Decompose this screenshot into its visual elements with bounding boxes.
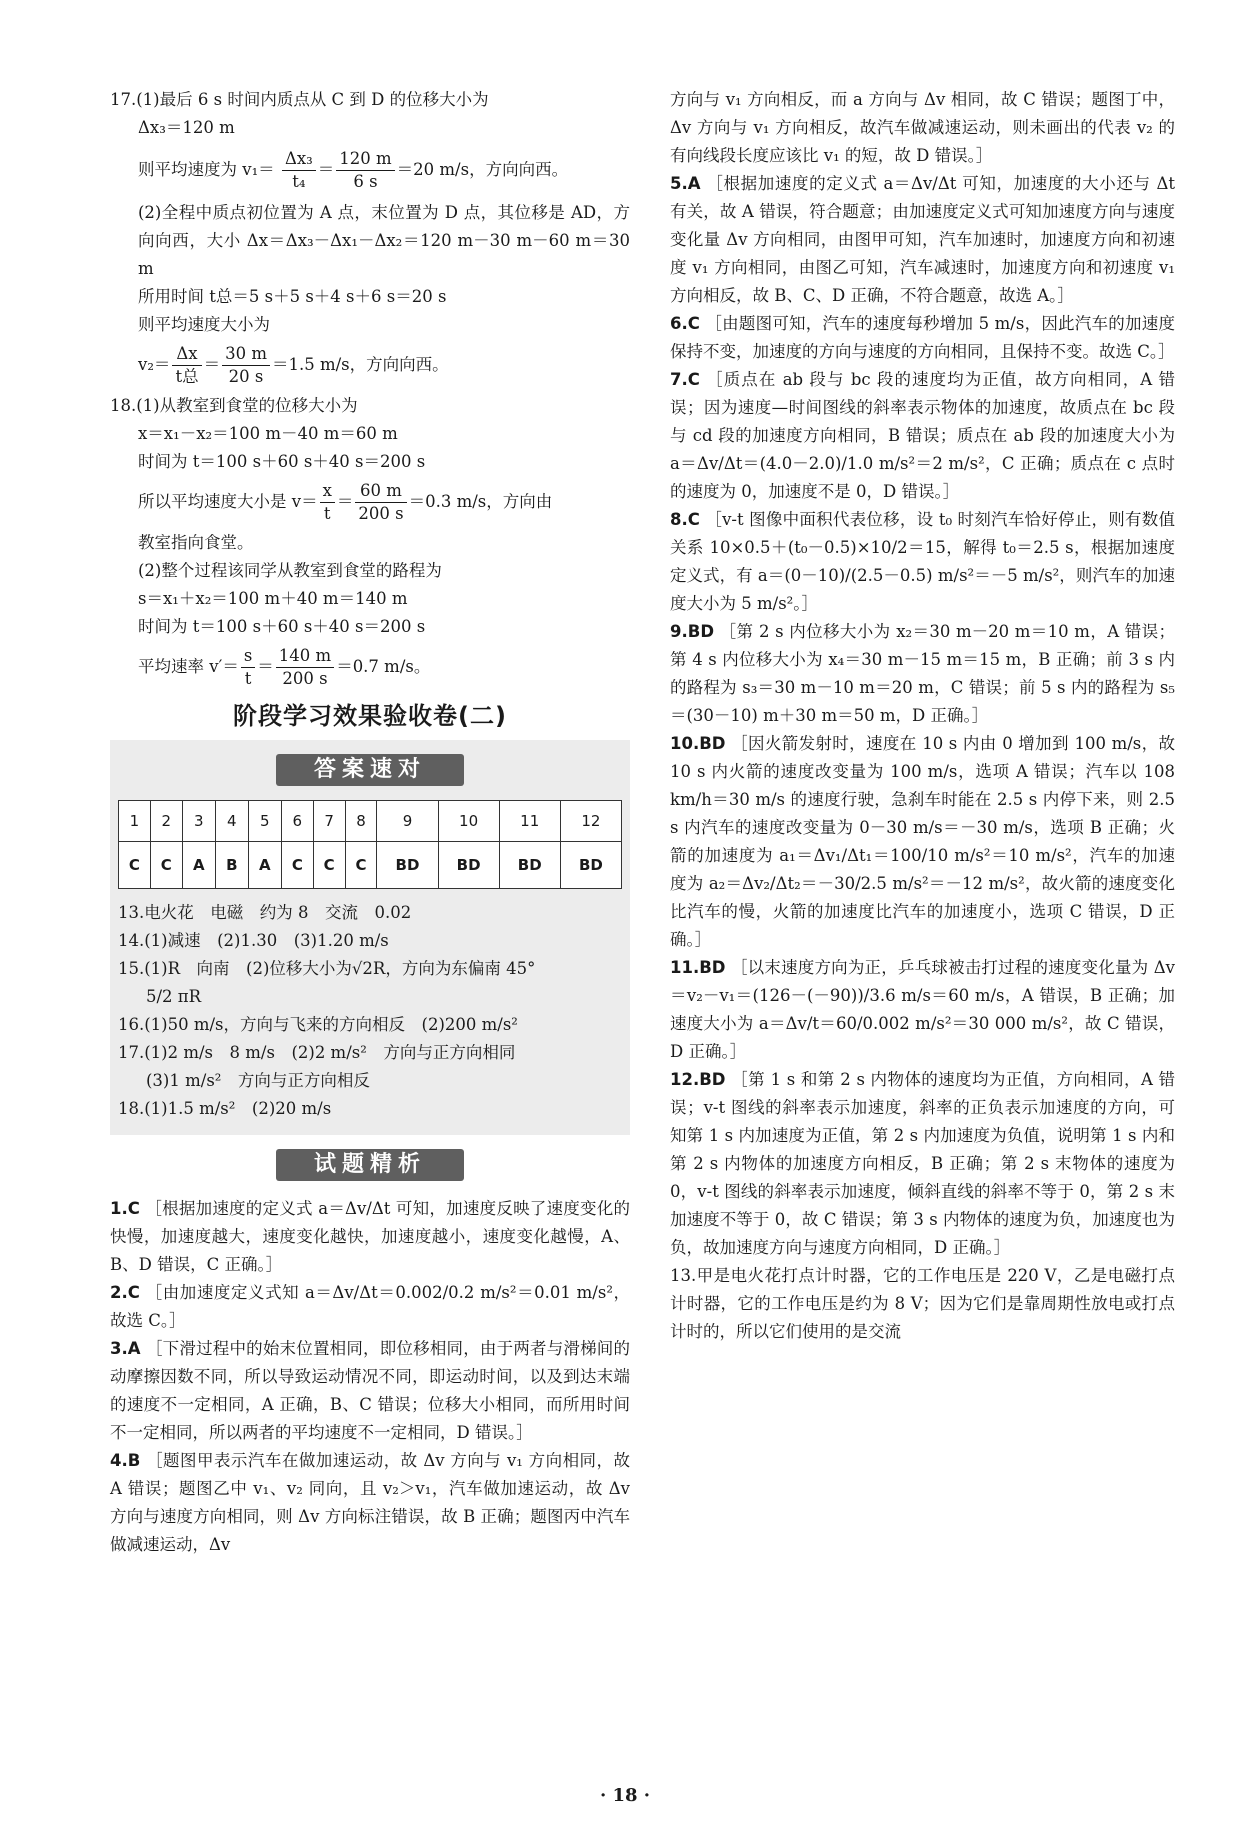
item-text: ［根据加速度的定义式 a＝Δv/Δt 可知，加速度反映了速度变化的快慢，加速度越大，速度变化越快，加速度越小，速度变化越慢，A、B、D 错误，C 正确。］ <box>110 1199 631 1274</box>
analysis-item <box>670 86 1175 170</box>
numerator: 120 m <box>336 148 394 171</box>
text: ＝20 m/s，方向向西。 <box>396 160 569 179</box>
q17-v2 <box>110 343 630 388</box>
item-number: 2.C <box>110 1283 140 1302</box>
fill-answer: 13.电火花 电磁 约为 8 交流 0.02 <box>118 903 412 922</box>
denominator: 6 s <box>353 172 378 191</box>
fill-answer: 16.(1)50 m/s，方向与飞来的方向相反 (2)200 m/s² <box>118 1015 518 1034</box>
page-number: · 18 · <box>599 1785 651 1806</box>
answer-number-cell: 8 <box>345 801 377 842</box>
numerator: Δx <box>172 343 201 366</box>
analysis-item <box>110 1335 630 1447</box>
fraction <box>172 343 201 388</box>
item-text: ［v-t 图像中面积代表位移，设 t₀ 时刻汽车恰好停止，则有数值关系 10×0.5＋(t₀－0.5)×10/2＝15，解得 t₀＝2.5 s，根据加速度定义式，有 a＝(0－10)/(2.5－0.5) m/s²＝－5 m/s²，则汽车的加速度大小为 5 m/s²。］ <box>670 510 1175 613</box>
section-title: 阶段学习效果验收卷(二) <box>233 702 507 730</box>
text: ＝0.3 m/s，方向由 <box>408 492 553 511</box>
q18-line6: (2)整个过程该同学从教室到食堂的路程为 <box>138 561 442 580</box>
fill-answer: 15.(1)R 向南 (2)位移大小为√2R，方向为东偏南 45° <box>118 959 536 978</box>
answer-number-cell: 4 <box>215 801 248 842</box>
numerator: s <box>241 645 255 668</box>
answer-table <box>118 800 622 889</box>
q17-time: 所用时间 t总＝5 s＋5 s＋4 s＋6 s＝20 s <box>138 287 447 306</box>
item-number: 4.B <box>110 1451 141 1470</box>
denominator: 200 s <box>358 504 404 523</box>
q18-line2: x＝x₁－x₂＝100 m－40 m＝60 m <box>138 424 398 443</box>
analysis-item <box>110 1279 630 1335</box>
q17-avg-velocity <box>110 148 630 193</box>
item-text: ［下滑过程中的始末位置相同，即位移相同，由于两者与滑梯间的动摩擦因数不同，所以导致运动情况不同，即运动时间，以及到达末端的速度不一定相同，A 正确，B、C 错误；位移大小相同，而所用时间不一定相同，所以两者的平均速度不一定相同，D 错误。］ <box>110 1339 631 1442</box>
fraction <box>222 343 270 388</box>
fill-answer: 17.(1)2 m/s 8 m/s (2)2 m/s² 方向与正方向相同 <box>118 1043 516 1062</box>
answer-value-cell: C <box>150 842 182 889</box>
answer-value-cell: BD <box>499 842 560 889</box>
text: 所以平均速度大小是 v＝ <box>138 492 318 511</box>
fill-answer: 5/2 πR <box>146 987 202 1006</box>
item-text: ［因火箭发射时，速度在 10 s 内由 0 增加到 100 m/s，故 10 s 内火箭的速度改变量为 100 m/s，选项 A 错误；汽车以 108 km/h＝30 m/s 的速度行驶，急刹车时能在 2.5 s 内停下来，则 2.5 s 内汽车的速度改变量为 0－30 m/s＝－30 m/s，选项 B 正确；火箭的加速度为 a₁＝Δv₁/Δt₁＝100/10 m/s²＝10 m/s²，汽车的加速度为 a₂＝Δv₂/Δt₂＝－30/2.5 m/s²＝－12 m/s²，故火箭的速度变化比汽车的慢，火箭的加速度比汽车的加速度小，选项 C 错误，D 正确。］ <box>670 734 1175 949</box>
q18-line3: 时间为 t＝100 s＋60 s＋40 s＝200 s <box>138 452 426 471</box>
denominator: 20 s <box>228 367 264 386</box>
analysis-item <box>670 1066 1175 1262</box>
answer-value-cell: B <box>215 842 248 889</box>
item-text: ［以末速度方向为正，乒乓球被击打过程的速度变化量为 Δv＝v₂－v₁＝(126－(－90))/3.6 m/s＝60 m/s，A 错误，B 正确；加速度大小为 a＝Δv/t＝60/0.002 m/s²＝30 000 m/s²，故 C 错误，D 正确。］ <box>670 958 1176 1061</box>
answer-value-cell: A <box>182 842 215 889</box>
answer-number-cell: 6 <box>281 801 313 842</box>
fraction <box>320 480 335 525</box>
item-text: ［质点在 ab 段与 bc 段的速度均为正值，故方向相同，A 错误；因为速度—时间图线的斜率表示物体的加速度，故质点在 bc 段与 cd 段的加速度方向相同，B 错误；质点在 ab 段的加速度大小为 a＝Δv/Δt＝(4.0－2.0)/1.0 m/s²＝2 m/s²，C 正确；质点在 c 点时的速度为 0，加速度不是 0，D 错误。］ <box>670 370 1176 501</box>
item-number: 11.BD <box>670 958 726 977</box>
q17-line2: Δx₃＝120 m <box>138 118 235 137</box>
answer-panel <box>110 740 630 1135</box>
item-text: 13.甲是电火花打点计时器，它的工作电压是 220 V，乙是电磁打点计时器，它的工作电压是约为 8 V；因为它们是靠周期性放电或打点计时的，所以它们使用的是交流 <box>670 1266 1175 1341</box>
answer-value-cell: C <box>345 842 377 889</box>
item-text: 方向与 v₁ 方向相反，而 a 方向与 Δv 相同，故 C 错误；题图丁中，Δv 方向与 v₁ 方向相反，故汽车做减速运动，则未画出的代表 v₂ 的有向线段长度应该比 v₁ 的短，故 D 错误。］ <box>670 90 1175 165</box>
answer-value-cell: BD <box>438 842 499 889</box>
answer-value-cell: C <box>281 842 313 889</box>
item-number: 5.A <box>670 174 701 193</box>
right-column <box>670 86 1175 1346</box>
answer-number-cell: 1 <box>119 801 151 842</box>
answer-number-cell: 9 <box>377 801 438 842</box>
text: 则平均速度为 v₁＝ <box>138 160 275 179</box>
numerator: 140 m <box>276 645 334 668</box>
q18-line7: s＝x₁＋x₂＝100 m＋40 m＝140 m <box>138 589 408 608</box>
fraction <box>355 480 406 525</box>
analysis-item <box>670 730 1175 954</box>
item-text: ［第 2 s 内位移大小为 x₂＝30 m－20 m＝10 m，A 错误；第 4 s 内位移大小为 x₄＝30 m－15 m＝15 m，B 正确；前 3 s 内的路程为 s₃＝30 m－10 m＝20 m，C 错误；前 5 s 内的路程为 s₅＝(30－10) m＋30 m＝50 m，D 正确。］ <box>670 622 1176 725</box>
answer-value-cell: A <box>248 842 281 889</box>
q17-part2: (2)全程中质点初位置为 A 点，末位置为 D 点，其位移是 AD，方向向西，大小 Δx＝Δx₃－Δx₁－Δx₂＝120 m－30 m－60 m＝30 m <box>138 203 630 278</box>
numerator: 60 m <box>355 480 406 503</box>
fraction <box>241 645 255 690</box>
numerator: 30 m <box>222 343 270 366</box>
banner-label: 试题精析 <box>276 1149 464 1181</box>
denominator: t₄ <box>292 172 306 191</box>
fill-answer: 14.(1)减速 (2)1.30 (3)1.20 m/s <box>118 931 389 950</box>
text: v₂＝ <box>138 355 171 374</box>
item-number: 1.C <box>110 1199 140 1218</box>
denominator: t总 <box>175 367 199 386</box>
item-text: ［第 1 s 和第 2 s 内物体的速度均为正值，方向相同，A 错误；v-t 图线的斜率表示加速度，斜率的正负表示加速度的方向，可知第 1 s 内加速度为正值，第 2 s 内加速度为负值，说明第 1 s 内和第 2 s 内物体的加速度方向相反，B 正确；第 2 s 末物体的速度为 0，v-t 图线的斜率表示加速度，倾斜直线的斜率不等于 0，第 2 s 末加速度不等于 0，故 C 错误；第 3 s 内物体的速度为负，加速度也为负，故加速度方向与速度方向相同，D 正确。］ <box>670 1070 1176 1257</box>
item-number: 6.C <box>670 314 700 333</box>
item-number: 9.BD <box>670 622 715 641</box>
analysis-item <box>670 954 1175 1066</box>
text: ＝ <box>317 160 335 179</box>
item-text: ［由加速度定义式知 a＝Δv/Δt＝0.002/0.2 m/s²＝0.01 m/s²，故选 C。］ <box>110 1283 631 1330</box>
analysis-item <box>110 1447 630 1559</box>
item-text: ［根据加速度的定义式 a＝Δv/Δt 可知，加速度的大小还与 Δt 有关，故 A 错误，符合题意；由加速度定义式可知加速度方向与速度变化量 Δv 方向相同，由图甲可知，汽车加速时，加速度方向和初速度 v₁ 方向相同，由图乙可知，汽车减速时，加速度方向和初速度 v₁ 方向相反，故 B、C、D 正确，不符合题意，故选 A。］ <box>670 174 1175 305</box>
denominator: t <box>244 669 252 688</box>
item-number: 7.C <box>670 370 700 389</box>
left-column <box>110 86 630 1559</box>
analysis-item <box>110 1195 630 1279</box>
banner-label: 答案速对 <box>276 754 464 786</box>
analysis-banner <box>110 1149 630 1181</box>
fill-answer: 18.(1)1.5 m/s² (2)20 m/s <box>118 1099 332 1118</box>
answer-value-cell: C <box>119 842 151 889</box>
answer-value-cell: C <box>313 842 345 889</box>
item-number: 10.BD <box>670 734 726 753</box>
fraction <box>276 645 334 690</box>
q18-line1: 18.(1)从教室到食堂的位移大小为 <box>110 396 358 415</box>
analysis-item <box>670 170 1175 310</box>
answer-value-row <box>119 842 622 889</box>
numerator: x <box>320 480 335 503</box>
q18-rate <box>110 645 630 690</box>
q17-avg-label: 则平均速度大小为 <box>138 315 270 334</box>
denominator: 200 s <box>282 669 328 688</box>
analysis-item <box>670 1262 1175 1346</box>
fraction <box>282 148 316 193</box>
item-number: 12.BD <box>670 1070 726 1089</box>
text: ＝0.7 m/s。 <box>336 657 431 676</box>
text: ＝ <box>336 492 354 511</box>
q18-line8: 时间为 t＝100 s＋60 s＋40 s＝200 s <box>138 617 426 636</box>
text: ＝ <box>203 355 221 374</box>
answers-banner <box>118 754 622 786</box>
text: ＝ <box>257 657 274 676</box>
item-number: 3.A <box>110 1339 141 1358</box>
answer-number-cell: 12 <box>560 801 621 842</box>
text: 平均速率 v′＝ <box>138 657 239 676</box>
text: ＝1.5 m/s，方向向西。 <box>271 355 449 374</box>
fraction <box>336 148 394 193</box>
answer-number-cell: 10 <box>438 801 499 842</box>
q18-avg <box>110 480 630 525</box>
answer-number-cell: 3 <box>182 801 215 842</box>
answer-number-cell: 11 <box>499 801 560 842</box>
analysis-item <box>670 366 1175 506</box>
denominator: t <box>323 504 331 523</box>
answer-number-row <box>119 801 622 842</box>
answer-number-cell: 2 <box>150 801 182 842</box>
fill-answer: (3)1 m/s² 方向与正方向相反 <box>146 1071 370 1090</box>
analysis-item <box>670 618 1175 730</box>
answer-number-cell: 7 <box>313 801 345 842</box>
answer-value-cell: BD <box>377 842 438 889</box>
q17-line1: 17.(1)最后 6 s 时间内质点从 C 到 D 的位移大小为 <box>110 90 489 109</box>
answer-value-cell: BD <box>560 842 621 889</box>
numerator: Δx₃ <box>282 148 316 171</box>
answer-number-cell: 5 <box>248 801 281 842</box>
q18-line5: 教室指向食堂。 <box>138 533 254 552</box>
analysis-item <box>670 310 1175 366</box>
item-number: 8.C <box>670 510 700 529</box>
item-text: ［题图甲表示汽车在做加速运动，故 Δv 方向与 v₁ 方向相同，故 A 错误；题图乙中 v₁、v₂ 同向，且 v₂＞v₁，汽车做加速运动，故 Δv 方向与速度方向相同，则 Δv 方向标注错误，故 B 正确；题图丙中汽车做减速运动，Δv <box>110 1451 631 1554</box>
analysis-item <box>670 506 1175 618</box>
item-text: ［由题图可知，汽车的速度每秒增加 5 m/s，因此汽车的加速度保持不变，加速度的方向与速度的方向相同，且保持不变。故选 C。］ <box>670 314 1175 361</box>
